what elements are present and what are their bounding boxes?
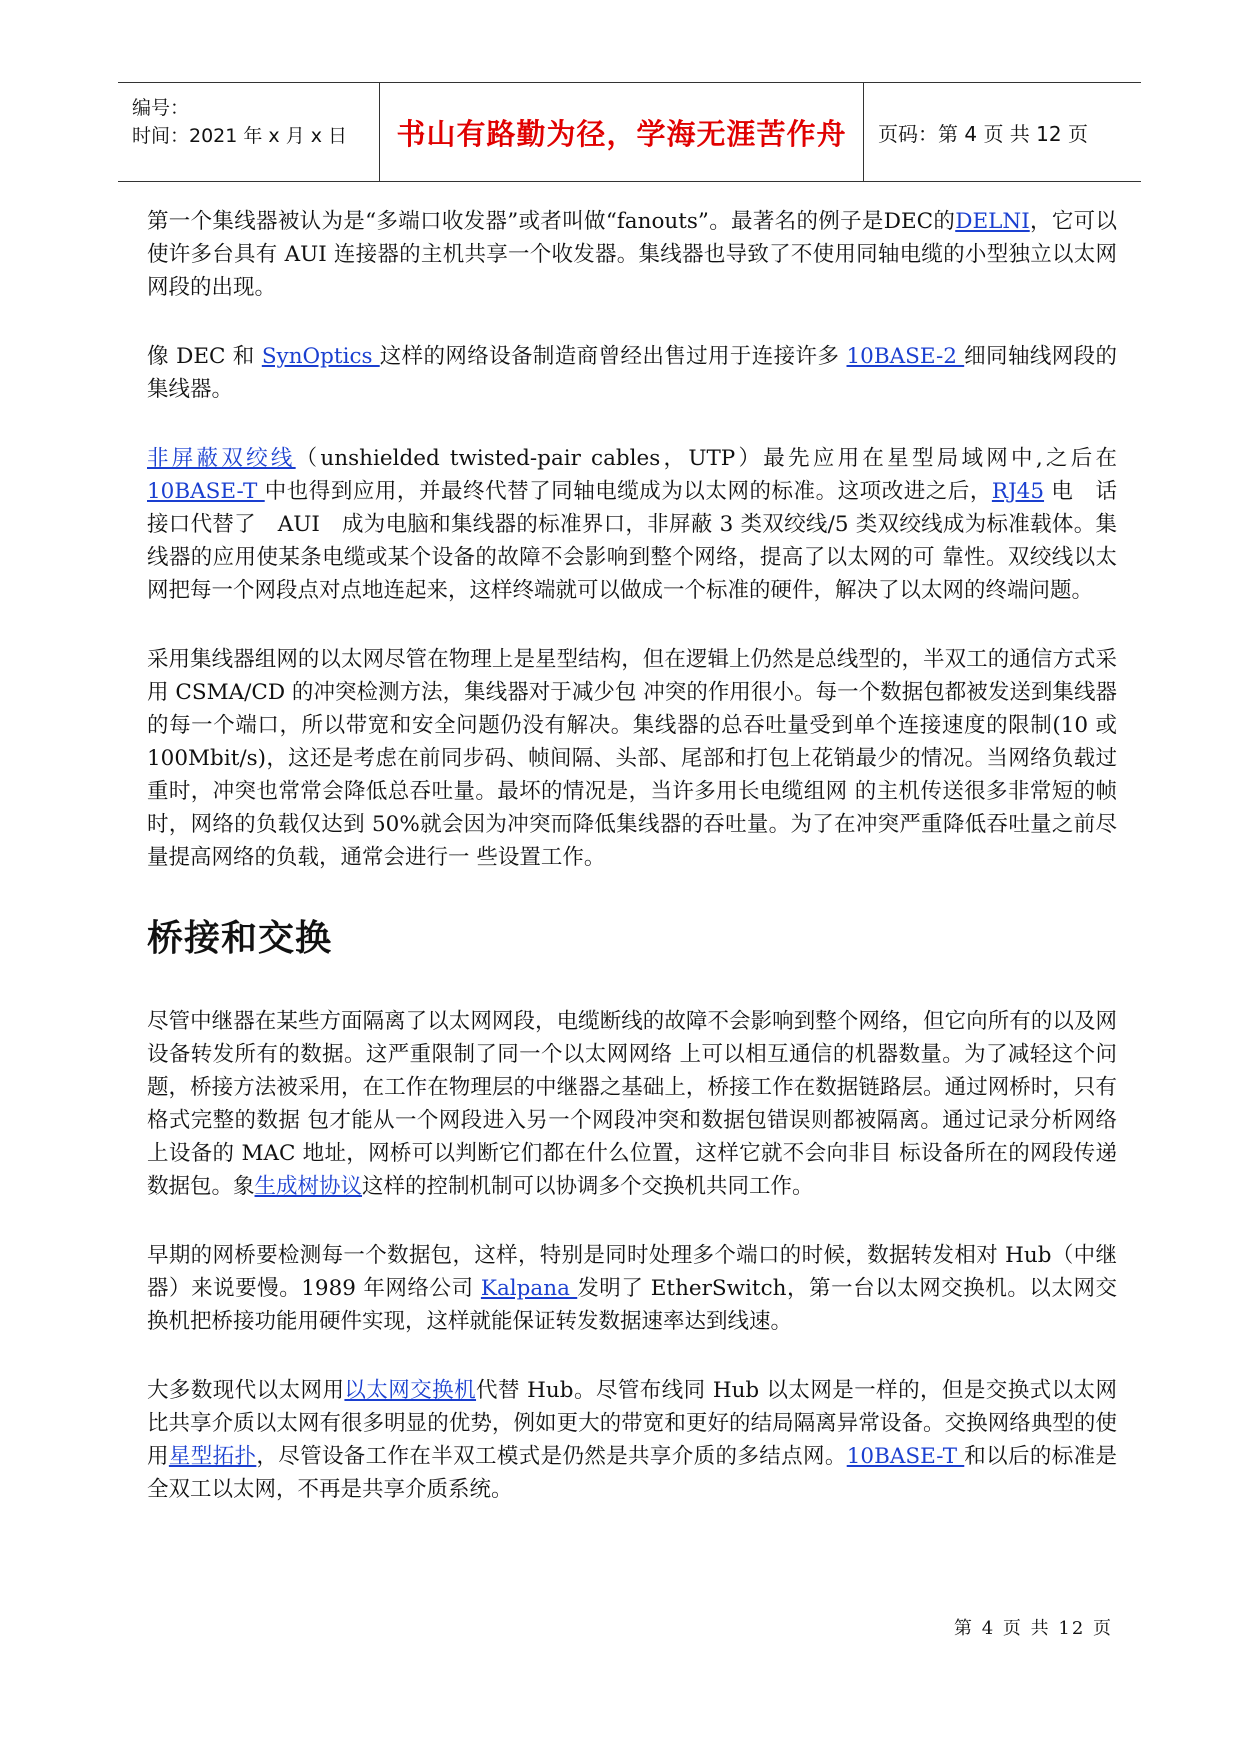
link-spanning-tree[interactable]: 生成树协议 [254,1174,363,1199]
paragraph-text: 发明了 EtherSwitch，第一台以太网交换机。以太网交换机把桥接功能用硬件实现，这样就能保证转发数据速率达到线速。 [147,1276,1117,1334]
document-number-label: 编号： [132,97,190,119]
header-page-cell [864,83,1141,181]
document-date-label: 时间：2021 年 x 月 x 日 [132,125,348,147]
paragraph-text: 大多数现代以太网用 [147,1378,345,1403]
paragraph-text: 和以后的标准是全双工以太网，不再是共享介质系统。 [147,1444,1117,1502]
paragraph-text: 采用集线器组网的以太网尽管在物理上是星型结构，但在逻辑上仍然是总线型的，半双工的通信方式采用 CSMA/CD 的冲突检测方法，集线器对于减少包 冲突的作用很小。每一个数据包都被发送到集线器的每一个端口，所以带宽和安全问题仍没有解决。集线器的总吞吐量受到单个连接速度的限制(10 或 100Mbit/s)，这还是考虑在前同步码、帧间隔、头部、尾部和打包上花销最少的情况。当网络负载过重时，冲突也常常会降低总吞吐量。最坏的情况是，当许多用长电缆组网 的主机传送很多非常短的帧时，网络的负载仅达到 50%就会因为冲突而降低集线器的吞吐量。为了在冲突严重降低吞吐量之前尽量提高网络的负载，通常会进行一 些设置工作。 [147,647,1117,870]
paragraph-etherswitch [147,1239,1117,1338]
paragraph-text: 中也得到应用，并最终代替了同轴电缆成为以太网的标准。这项改进之后， [264,479,992,504]
link-rj45[interactable]: RJ45 [991,479,1045,504]
paragraph-utp [147,442,1117,607]
page-header [118,82,1141,182]
link-kalpana[interactable]: Kalpana [480,1276,578,1301]
paragraph-text: 尽管中继器在某些方面隔离了以太网网段，电缆断线的故障不会影响到整个网络，但它向所有的以及网设备转发所有的数据。这严重限制了同一个以太网网络 上可以相互通信的机器数量。为了减轻这个问题，桥接方法被采用，在工作在物理层的中继器之基础上，桥接工作在数据链路层。通过网桥时，只有格式完整的数据 包才能从一个网段进入另一个网段冲突和数据包错误则都被隔离。通过记录分析网络上设备的 MAC 地址，网桥可以判断它们都在什么位置，这样它就不会向非目 标设备所在的网段传递数据包。象 [147,1009,1117,1199]
section-heading: 桥接和交换 [147,918,333,959]
header-meta-cell [118,83,380,181]
paragraph-text: （unshielded twisted-pair cables，UTP）最先应用在星型局域网中,之后在 [295,446,1117,471]
link-10base-t-2[interactable]: 10BASE-T [846,1444,965,1469]
paragraph-text: 电 话接口代替了 AUI 成为电脑和集线器的标准界口，非屏蔽 3 类双绞线/5 类双绞线成为标准载体。集线器的应用使某条电缆或某个设备的故障不会影响到整个网络，提高了以太网的可 靠性。双绞线以太网把每一个网段点对点地连起来，这样终端就可以做成一个标准的硬件，解决了以太网的终端问题。 [147,479,1117,603]
header-motto-cell [380,83,864,181]
header-page-label: 页码：第 4 页 共 12 页 [878,121,1088,146]
paragraph-text: 早期的网桥要检测每一个数据包，这样，特别是同时处理多个端口的时候，数据转发相对 Hub（中继器）来说要慢。1989 年网络公司 [147,1243,1117,1301]
link-delni[interactable]: DELNI [955,209,1030,234]
link-synoptics[interactable]: SynOptics [261,344,380,369]
document-body [147,205,1117,1542]
paragraph-text: ，尽管设备工作在半双工模式是仍然是共享介质的多结点网。 [256,1444,847,1469]
paragraph-fanouts [147,205,1117,304]
paragraph-switched-ethernet [147,1374,1117,1506]
page-footer: 第 4 页 共 12 页 [954,1618,1113,1639]
paragraph-bridging [147,1005,1117,1203]
paragraph-vendors [147,340,1117,406]
paragraph-text: 代替 Hub。尽管布线同 Hub 以太网是一样的，但是交换式以太网比共享介质以太网有很多明显的优势，例如更大的带宽和更好的结局隔离异常设备。交换网络典型的使用 [147,1378,1117,1469]
paragraph-text: 这样的控制机制可以协调多个交换机共同工作。 [362,1174,814,1199]
paragraph-text: ，它可以使许多台具有 AUI 连接器的主机共享一个收发器。集线器也导致了不使用同轴电缆的小型独立以太网网段的出现。 [147,209,1117,300]
paragraph-text: 第一个集线器被认为是“多端口收发器”或者叫做“fanouts”。最著名的例子是DEC的 [147,209,956,234]
link-10base-t[interactable]: 10BASE-T [147,479,265,504]
paragraph-text: 像 DEC 和 [147,344,262,369]
paragraph-hub-network [147,643,1117,874]
link-10base-2[interactable]: 10BASE-2 [846,344,965,369]
paragraph-text: 这样的网络设备制造商曾经出售过用于连接许多 [379,344,847,369]
link-ethernet-switch[interactable]: 以太网交换机 [344,1378,477,1403]
paragraph-text: 细同轴线网段的集线器。 [147,344,1117,402]
link-utp[interactable]: 非屏蔽双绞线 [147,446,296,471]
header-motto: 书山有路勤为径，学海无涯苦作舟 [396,116,847,151]
link-star-topology[interactable]: 星型拓扑 [168,1444,257,1469]
